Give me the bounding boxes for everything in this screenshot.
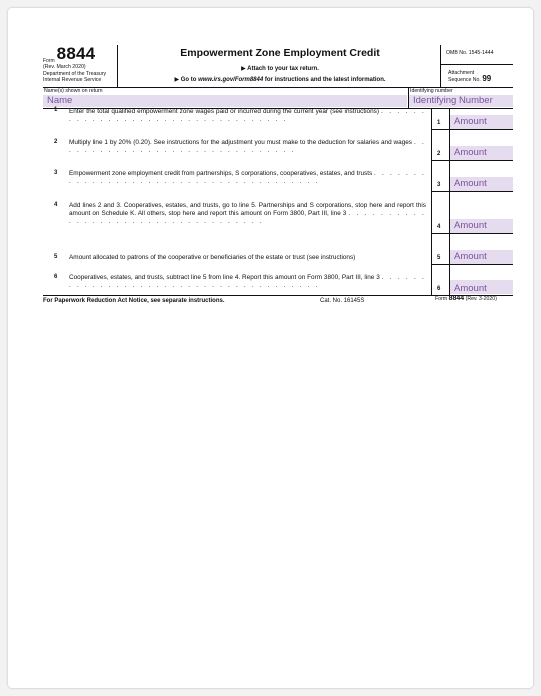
line-2-box-number: 2 (437, 151, 441, 157)
form-identifier (43, 44, 119, 84)
line-6-box-number: 6 (437, 286, 441, 292)
line-2-description: Multiply line 1 by 20% (0.20). See instructions for the adjustment you must make to the deduction for salaries and wages (69, 139, 413, 146)
amount-column-divider (449, 108, 450, 295)
line-4-description: Add lines 2 and 3. Cooperatives, estates, and trusts, go to line 5. Partnerships and S corporations, stop here and report this amount on Schedule K. All others, stop here and report this amount on Form 3800, Part III, line 3 (69, 202, 426, 218)
website-suffix: for instructions and the latest information. (263, 77, 386, 83)
line-1-leader-dots: . . . . . . . . . . . . . . . . . . . . . . . . . . . . . . . . . . (69, 108, 427, 124)
line-6-leader-dots: . . . . . . . . . . . . . . . . . . . . . . . . . . . . . . . . . . . . . . (69, 274, 426, 290)
line-3-text (69, 170, 426, 186)
line-1-number: 1 (54, 107, 58, 113)
sequence-label: Sequence No. (448, 77, 481, 84)
line-4-box-number: 4 (437, 224, 441, 230)
line-3-rule (431, 191, 513, 192)
line-4-number: 4 (54, 202, 58, 208)
paperwork-notice: For Paperwork Reduction Act Notice, see separate instructions. (43, 298, 225, 304)
identifying-number-input[interactable]: Identifying Number (409, 95, 513, 107)
footer-revision: (Rev. 3-2020) (465, 296, 497, 302)
form-word: Form (43, 58, 55, 64)
footer-form-number: 8844 (448, 295, 465, 302)
id-label: Identifying number (410, 88, 453, 94)
line-1-text (69, 108, 426, 124)
line-1-rule (431, 129, 513, 130)
website-instruction (120, 76, 440, 83)
line-5-box-number: 5 (437, 255, 441, 261)
omb-divider (440, 64, 513, 65)
attachment-label: Attachment (448, 70, 475, 76)
catalog-number: Cat. No. 16145S (320, 298, 365, 304)
attach-instruction: ▶ Attach to your tax return. (241, 66, 319, 72)
form-number: 8844 (56, 44, 96, 63)
omb-number: OMB No. 1545-1444 (446, 50, 494, 56)
form-title: Empowerment Zone Employment Credit (180, 47, 380, 59)
line-2-number: 2 (54, 139, 58, 145)
irs-name: Internal Revenue Service (43, 77, 102, 84)
header-divider-left (117, 45, 118, 87)
box-column-divider (431, 108, 432, 295)
line-6-description: Cooperatives, estates, and trusts, subtract line 5 from line 4. Report this amount on Form 3800, Part III, line 3 (69, 274, 380, 281)
line-1-box-number: 1 (437, 120, 441, 126)
line-3-description: Empowerment zone employment credit from partnerships, S corporations, cooperatives, estates, and trusts (69, 170, 373, 177)
footer-form-word: Form (435, 296, 448, 302)
line-2-text (69, 139, 426, 155)
line-5-amount-input[interactable]: Amount (450, 250, 513, 264)
line-6-number: 6 (54, 274, 58, 280)
name-input[interactable]: Name (43, 95, 407, 107)
name-label: Name(s) shown on return (44, 88, 103, 94)
department-name: Department of the Treasury (43, 70, 107, 77)
attachment-sequence (448, 70, 491, 83)
website-link[interactable]: www.irs.gov/Form8844 (198, 77, 264, 83)
sequence-number: 99 (482, 74, 492, 84)
line-3-leader-dots: . . . . . . . . . . . . . . . . . . . . . . . . . . . . . . . . . . . . . . . (69, 170, 426, 186)
line-4-leader-dots: . . . . . . . . . . . . . . . . . . . . . . . . . . . . . . . . . . . (69, 210, 426, 226)
line-3-number: 3 (54, 170, 58, 176)
line-3-box-number: 3 (437, 182, 441, 188)
footer-form-id (435, 295, 497, 302)
line-6-amount-input[interactable]: Amount (450, 280, 513, 294)
line-2-amount-input[interactable]: Amount (450, 146, 513, 160)
line-4-rule (431, 233, 513, 234)
revision-date: (Rev. March 2020) (43, 64, 86, 70)
form-page (8, 8, 533, 688)
line-4-amount-input[interactable]: Amount (450, 219, 513, 233)
line-2-rule (431, 160, 513, 161)
line-6-text (69, 274, 426, 290)
line-1-amount-input[interactable]: Amount (450, 115, 513, 129)
line-5-number: 5 (54, 254, 58, 260)
line-3-amount-input[interactable]: Amount (450, 177, 513, 191)
line-1-description: Enter the total qualified empowerment zone wages paid or incurred during the current year (see instructions) (69, 108, 379, 115)
line-2-leader-dots: . . . . . . . . . . . . . . . . . . . . . . . . . . . . . . . (69, 139, 426, 155)
line-5-text: Amount allocated to patrons of the cooperative or beneficiaries of the estate or trust (see instructions) (69, 254, 356, 261)
website-prefix: ▶ Go to (174, 77, 199, 83)
line-5-rule (431, 264, 513, 265)
header-divider-right (440, 45, 441, 87)
line-4-text (69, 202, 426, 227)
